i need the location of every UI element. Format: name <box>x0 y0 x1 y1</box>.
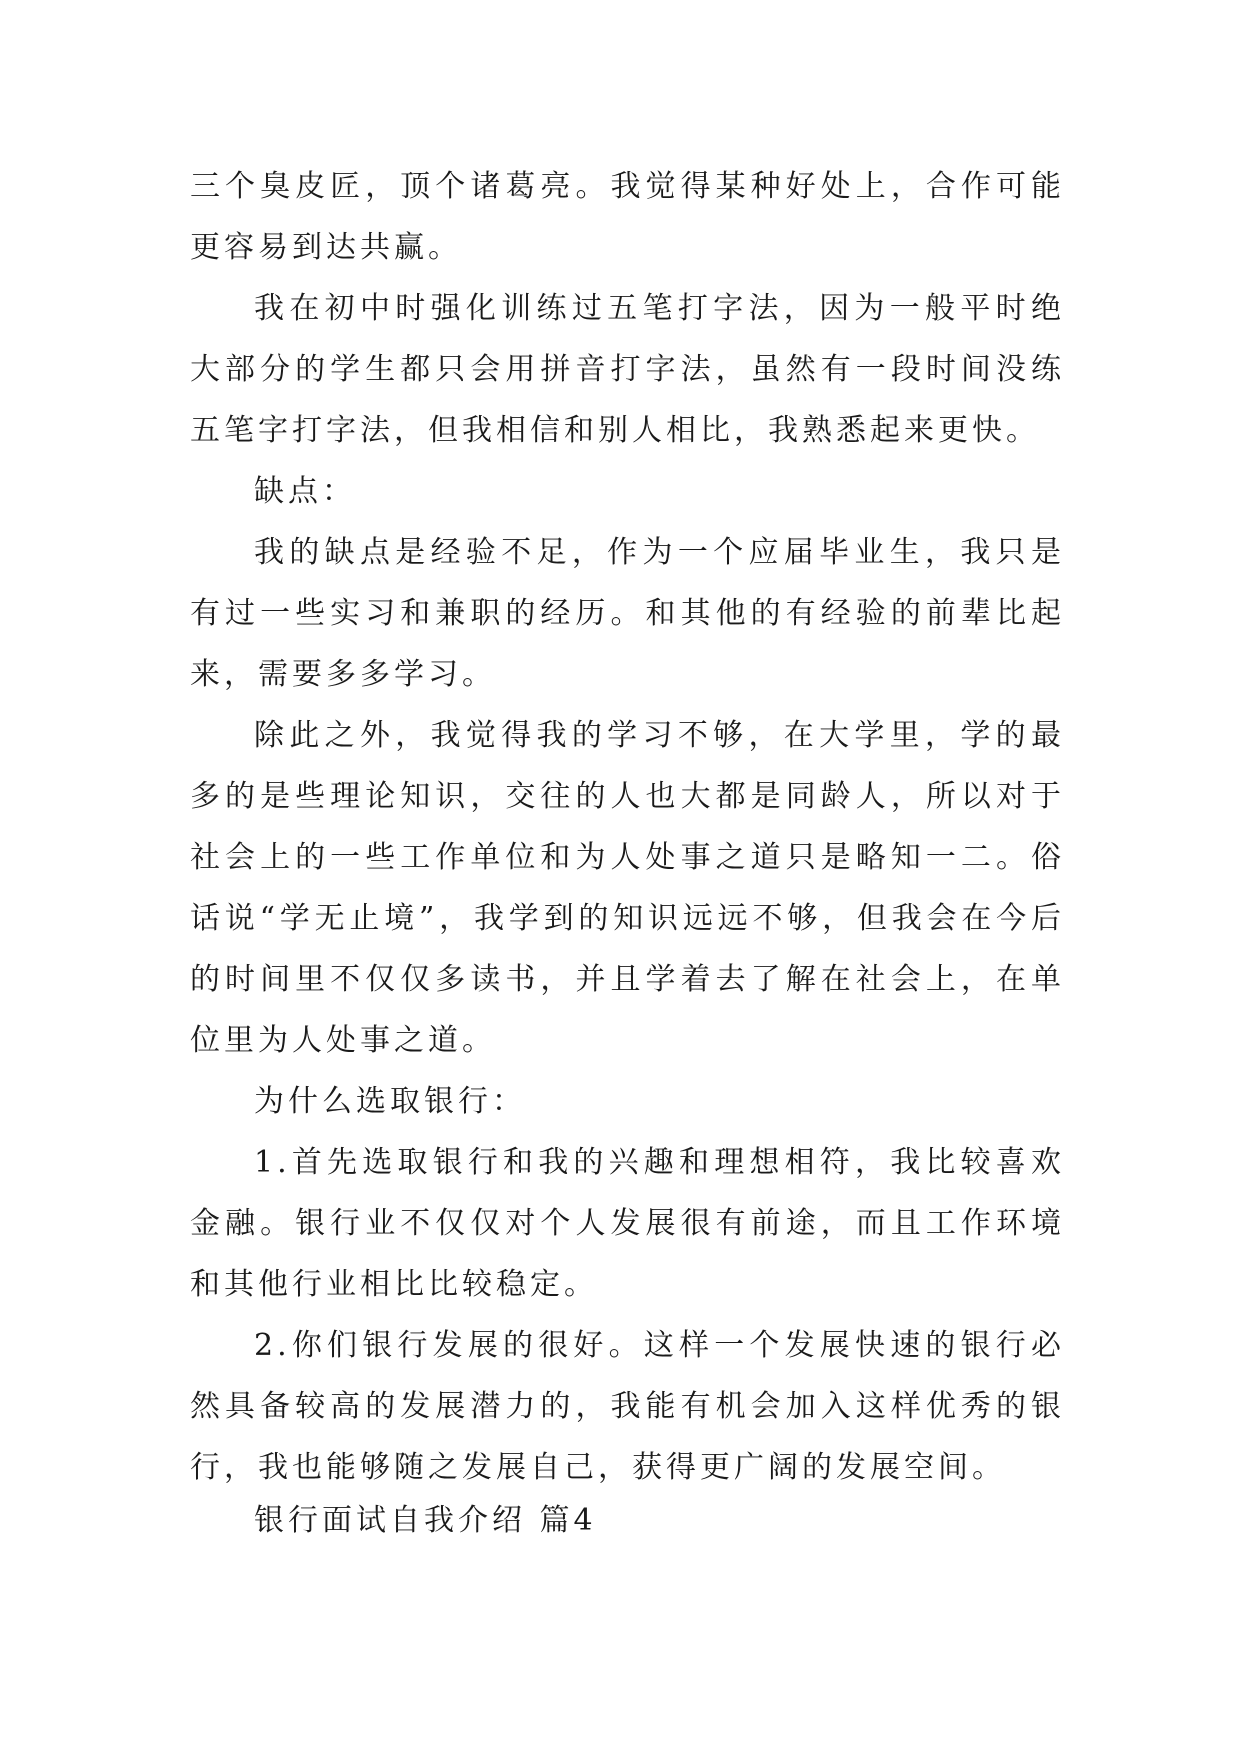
paragraph-teamwork-conclusion: 三个臭皮匠，顶个诸葛亮。我觉得某种好处上，合作可能更容易到达共赢。 <box>190 169 1065 265</box>
paragraph-weakness-experience: 我的缺点是经验不足，作为一个应届毕业生，我只是有过一些实习和兼职的经历。和其他的有经验的前辈比起来，需要多多学习。 <box>190 535 1065 692</box>
paragraph-weakness-label: 缺点： <box>254 474 356 509</box>
paragraph-weakness-learning: 除此之外，我觉得我的学习不够，在大学里，学的最多的是些理论知识，交往的人也大都是同龄人，所以对于社会上的一些工作单位和为人处事之道只是略知一二。俗话说“学无止境”，我学到的知识远远不够，但我会在今后的时间里不仅仅多读书，并且学着去了解在社会上，在单位里为人处事之道。 <box>190 718 1065 1058</box>
paragraph-typing-skill: 我在初中时强化训练过五笔打字法，因为一般平时绝大部分的学生都只会用拼音打字法，虽然有一段时间没练五笔字打字法，但我相信和别人相比，我熟悉起来更快。 <box>190 291 1065 448</box>
paragraph-reason-2: 2.你们银行发展的很好。这样一个发展快速的银行必然具备较高的发展潜力的，我能有机会加入这样优秀的银行，我也能够随之发展自己，获得更广阔的发展空间。 <box>190 1328 1065 1485</box>
section-heading: 银行面试自我介绍 篇4 <box>254 1503 597 1538</box>
document-body <box>190 156 1065 1498</box>
paragraph-why-bank-label: 为什么选取银行： <box>254 1084 526 1119</box>
paragraph-reason-1: 1.首先选取银行和我的兴趣和理想相符，我比较喜欢金融。银行业不仅仅对个人发展很有前途，而且工作环境和其他行业相比比较稳定。 <box>190 1145 1065 1302</box>
